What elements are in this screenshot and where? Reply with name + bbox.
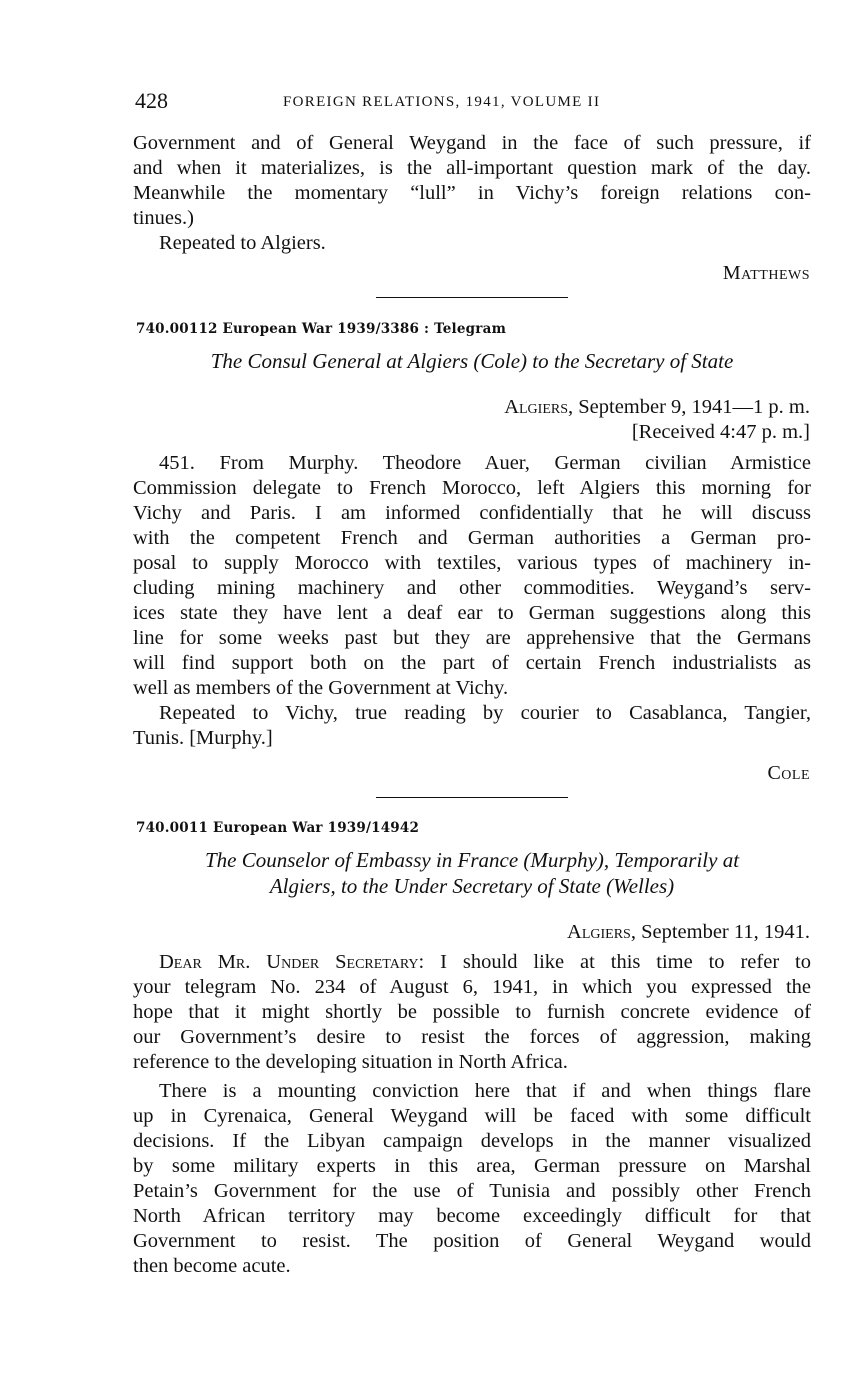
dateline-place: Algiers — [504, 396, 568, 418]
text-line: Dear Mr. Under Secretary: I should like at this time to refer to — [159, 951, 811, 973]
page-number: 428 — [135, 88, 168, 113]
signature-matthews: Matthews — [722, 262, 810, 284]
text-line: There is a mounting conviction here that if and when things flare — [159, 1080, 811, 1102]
continuation-paragraph — [133, 131, 811, 256]
text-line: Commission delegate to French Morocco, left Algiers this morning for — [133, 477, 811, 499]
document-title: The Consul General at Algiers (Cole) to the Secretary of State — [210, 349, 734, 373]
text-line: hope that it might shortly be possible to furnish concrete evidence of — [133, 1001, 811, 1023]
text-line: Vichy and Paris. I am informed confidentially that he will discuss — [133, 502, 811, 524]
text-line: Meanwhile the momentary “lull” in Vichy’s foreign relations con- — [133, 182, 811, 204]
running-head — [135, 88, 815, 118]
received-note: [Received 4:47 p. m.] — [631, 421, 810, 443]
dateline-place: Algiers — [567, 921, 631, 943]
text-line: then become acute. — [133, 1255, 291, 1277]
text-line: line for some weeks past but they are apprehensive that the Germans — [133, 627, 811, 649]
document-title — [133, 847, 811, 899]
text-line: tinues.) — [133, 207, 194, 229]
dateline — [567, 920, 810, 945]
text-line: reference to the developing situation in North Africa. — [133, 1051, 568, 1073]
text-line: with the competent French and German authorities a German pro- — [133, 527, 811, 549]
text-line: will find support both on the part of certain French industrialists as — [133, 652, 811, 674]
signature-cole: Cole — [767, 762, 810, 784]
text-line: up in Cyrenaica, General Weygand will be faced with some difficult — [133, 1105, 811, 1127]
running-title: FOREIGN RELATIONS, 1941, VOLUME II — [283, 94, 601, 110]
repeated-note: Repeated to Algiers. — [159, 232, 326, 254]
title-line: The Counselor of Embassy in France (Murphy), Temporarily at — [204, 848, 740, 872]
text-line: North African territory may become exceedingly difficult for that — [133, 1205, 811, 1227]
text-line: Government and of General Weygand in the face of such pressure, if — [133, 132, 811, 154]
text-line: Repeated to Vichy, true reading by courier to Casablanca, Tangier, — [159, 702, 811, 724]
text-line: decisions. If the Libyan campaign develops in the manner visualized — [133, 1130, 811, 1152]
text-line: ices state they have lent a deaf ear to German suggestions along this — [133, 602, 811, 624]
text-line: Tunis. [Murphy.] — [133, 727, 273, 749]
salutation: Dear Mr. Under Secretary — [159, 951, 419, 973]
text-line: 451. From Murphy. Theodore Auer, German civilian Armistice — [159, 452, 811, 474]
title-line: Algiers, to the Under Secretary of State (Welles) — [269, 874, 675, 898]
letter-body — [133, 950, 811, 1279]
telegram-body — [133, 451, 811, 751]
section-divider — [376, 797, 568, 798]
dateline — [504, 395, 810, 445]
text-line: our Government’s desire to resist the forces of aggression, making — [133, 1026, 811, 1048]
section-divider — [376, 297, 568, 298]
dateline-date: , September 9, 1941—1 p. m. — [568, 396, 810, 418]
text-line: cluding mining machinery and other commodities. Weygand’s serv- — [133, 577, 811, 599]
dateline-date: , September 11, 1941. — [630, 921, 810, 943]
text-line: well as members of the Government at Vichy. — [133, 677, 509, 699]
file-reference: 740.0011 European War 1939/14942 — [136, 820, 420, 836]
text-line: your telegram No. 234 of August 6, 1941, in which you expressed the — [133, 976, 811, 998]
text-line: by some military experts in this area, German pressure on Marshal — [133, 1155, 811, 1177]
text-line: and when it materializes, is the all-important question mark of the day. — [133, 157, 811, 179]
text-line: Government to resist. The position of General Weygand would — [133, 1230, 811, 1252]
text-line: posal to supply Morocco with textiles, various types of machinery in- — [133, 552, 811, 574]
text-line: Petain’s Government for the use of Tunisia and possibly other French — [133, 1180, 811, 1202]
file-reference: 740.00112 European War 1939/3386 : Telegram — [136, 321, 507, 337]
